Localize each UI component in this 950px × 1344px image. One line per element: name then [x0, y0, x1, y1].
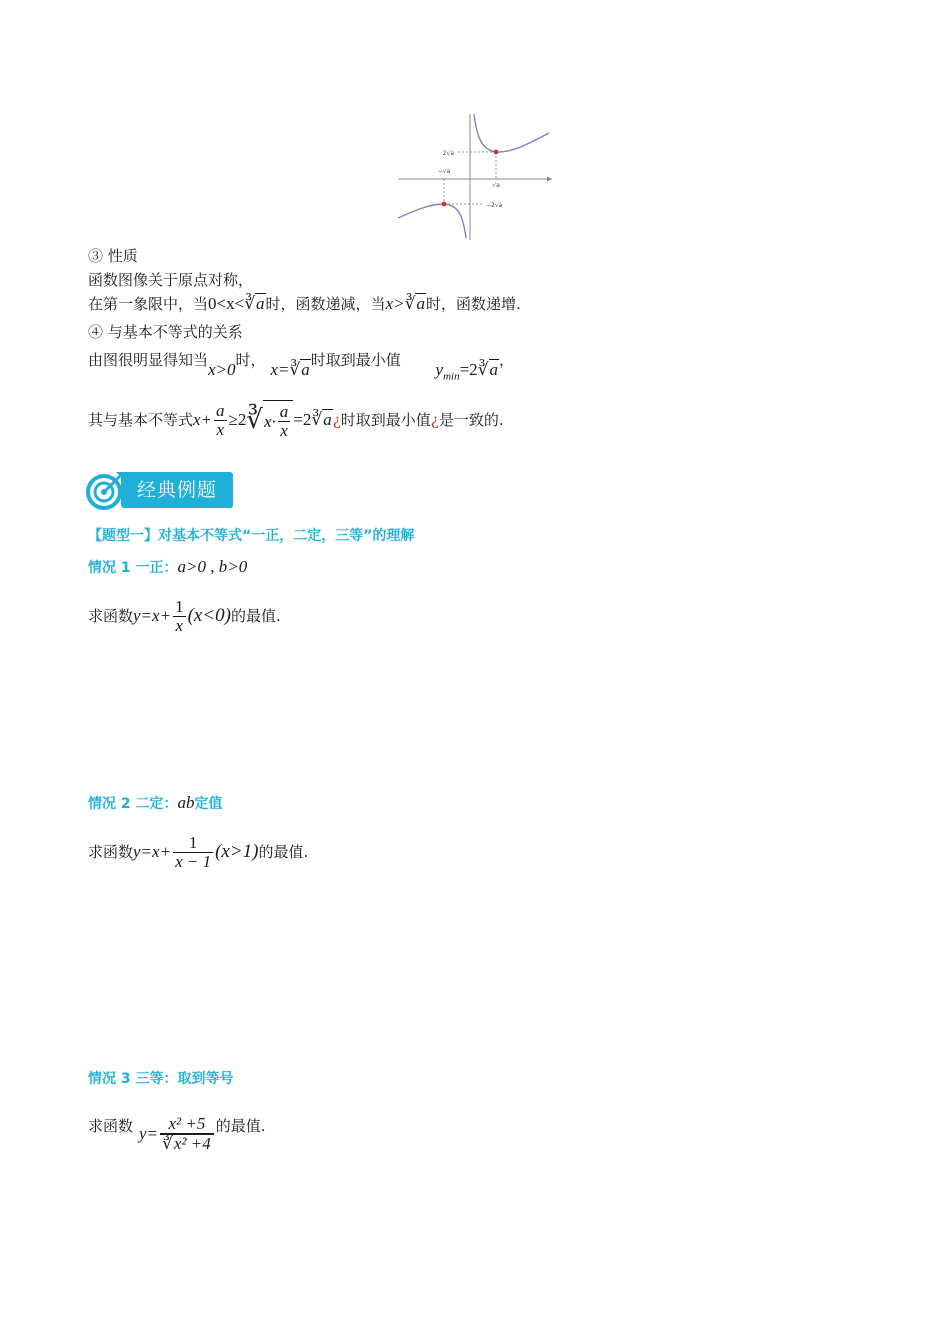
- case1-condition: a>0 , b>0: [177, 557, 248, 576]
- label-neg-sqrt-a: −√a: [437, 168, 451, 175]
- x-axis-arrow-icon: [547, 177, 552, 182]
- domain: (x>1): [215, 841, 259, 862]
- case2-ab: ab: [177, 793, 195, 812]
- math-expr: y=: [139, 1124, 159, 1143]
- label-neg-2sqrt-a: −2√a: [486, 202, 503, 209]
- placeholder-glyph: ¿: [332, 411, 341, 429]
- minimum-point: [494, 150, 499, 155]
- fraction: $\frac{1}{x - 1}$: [175, 832, 212, 871]
- text: 时取到最小值: [310, 351, 401, 369]
- case1-problem: [88, 594, 281, 638]
- section-banner: 经典例题: [121, 472, 233, 508]
- sqrt-root: ∛: [246, 405, 263, 434]
- text: 求函数: [88, 607, 134, 625]
- properties-line2: [88, 294, 521, 314]
- properties-line1: 函数图像关于原点对称，: [88, 271, 254, 289]
- math-equation: x=∛a: [270, 360, 310, 379]
- math-expr: y=x+: [133, 842, 172, 861]
- case2-label-end: 定值: [194, 796, 223, 812]
- properties-heading: ③ 性质: [88, 247, 138, 265]
- inequality-heading: ④ 与基本不等式的关系: [88, 323, 243, 341]
- fraction: $\frac{a}{x}$: [216, 400, 225, 439]
- math-expr: y=x+: [133, 606, 172, 625]
- math-condition: x>0: [208, 360, 236, 379]
- sqrt-radicand: x· $\frac{a}{x}$: [263, 400, 293, 440]
- label-sqrt-a: √a: [492, 182, 500, 189]
- text: 是一致的.: [438, 411, 504, 429]
- text: 的最值.: [230, 607, 281, 625]
- text: 由图很明显得知当: [88, 351, 209, 369]
- text: 求函数: [88, 843, 134, 861]
- math-eq: =2: [293, 410, 312, 429]
- label-2sqrt-a: 2√a: [442, 150, 454, 157]
- case2-label: 情况 2 二定：: [88, 796, 178, 812]
- case1-header: [88, 557, 247, 578]
- math-condition: 0<x<∛a: [208, 294, 265, 313]
- text: 的最值.: [258, 843, 309, 861]
- math-ge: ≥2: [228, 410, 247, 429]
- math-ymin: $y_{min}=2∛a$: [435, 360, 498, 383]
- fraction: $\frac{1}{x}$: [175, 596, 184, 635]
- domain: (x<0): [187, 605, 231, 626]
- case2-problem: [88, 830, 308, 874]
- text: ，: [499, 351, 515, 369]
- text: 时取到最小值: [340, 411, 431, 429]
- inequality-line2: [88, 398, 504, 442]
- text: 在第一象限中，当: [88, 295, 209, 313]
- case3-problem: [88, 1108, 266, 1160]
- math-expr: x+: [193, 410, 213, 429]
- curve-branch-negative: [398, 204, 466, 238]
- text: 时，: [235, 351, 266, 369]
- math-condition: x>∛a: [385, 294, 425, 313]
- placeholder-glyph: ¿: [430, 411, 439, 429]
- case3-label: 情况 3 三等：取到等号: [88, 1071, 234, 1087]
- function-graph: [396, 110, 554, 242]
- inequality-line1: [88, 350, 515, 383]
- curve-branch-positive: [474, 114, 549, 152]
- text: 其与基本不等式: [88, 411, 194, 429]
- case2-header: [88, 793, 223, 814]
- fraction: $\frac{\text{x² +5}}{\text{∛x² +4}}$: [160, 1115, 214, 1153]
- text: 时，函数递减，当: [265, 295, 386, 313]
- case1-label: 情况 1 一正：: [88, 560, 178, 576]
- text: 时，函数递增.: [425, 295, 521, 313]
- sqrt-root: ∛a: [311, 410, 332, 429]
- type1-title: 【题型一】对基本不等式“一正，二定，三等”的理解: [88, 528, 415, 544]
- text: 的最值.: [215, 1117, 266, 1135]
- fraction: $\frac{a}{x}$: [279, 402, 289, 440]
- maximum-point: [442, 202, 447, 207]
- text: 求函数: [88, 1117, 134, 1135]
